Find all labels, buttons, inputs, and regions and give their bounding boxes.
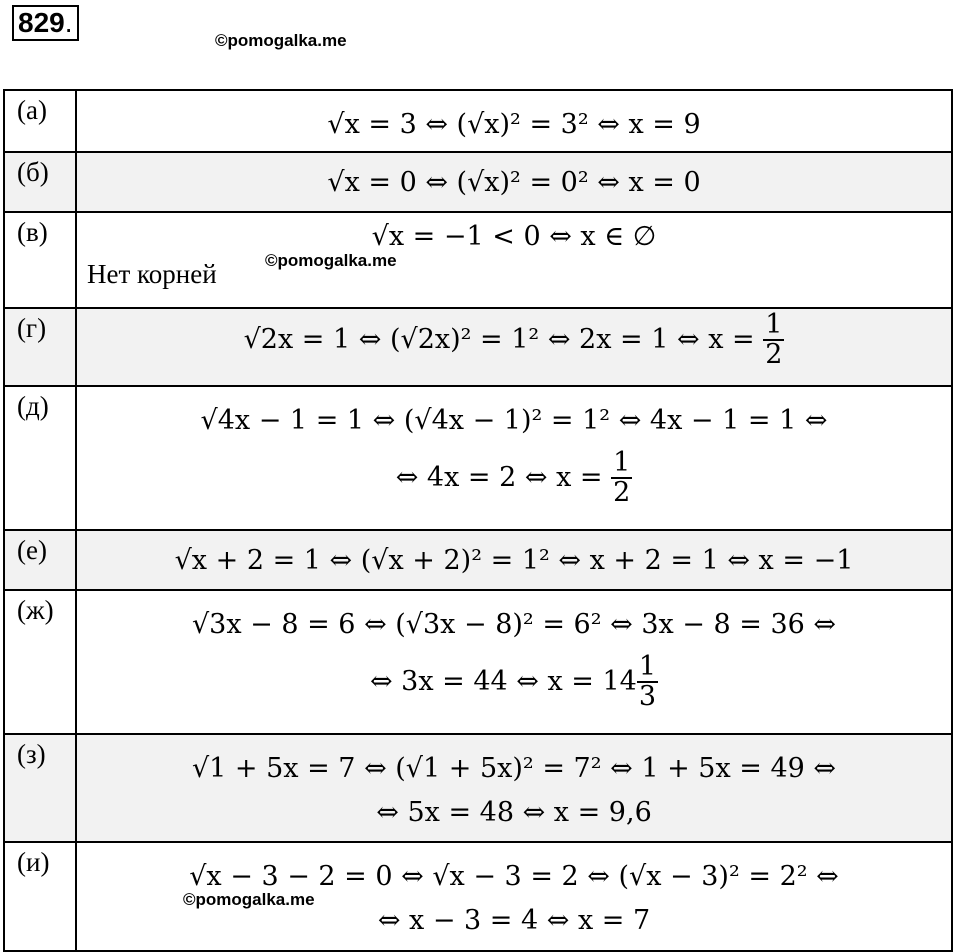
row-label: (и) [4,842,76,951]
math-cell [76,90,952,152]
fraction-numerator: 1 [613,447,631,478]
no-roots-note: Нет корней [87,259,217,289]
watermark: ©pomogalka.me [265,251,397,270]
equation-line: √3x − 8 = 6 ⇔ (√3x − 8)² = 6² ⇔ 3x − 8 = 36 ⇔ [191,609,837,640]
equation-line: √x + 2 = 1 ⇔ (√x + 2)² = 1² ⇔ x + 2 = 1 ⇔ x = −1 [174,545,854,576]
table-row [4,842,952,951]
watermark: ©pomogalka.me [215,31,347,50]
math-cell [76,386,952,530]
equation-line: √x = 0 ⇔ (√x)² = 0² ⇔ x = 0 [327,167,701,198]
row-label: (а) [4,90,76,152]
task-number: 829. [12,5,79,41]
table-row [4,90,952,152]
fraction-denominator: 2 [765,339,783,371]
table-row [4,212,952,308]
row-label: (д) [4,386,76,530]
row-label: (ж) [4,590,76,734]
fraction-denominator: 2 [613,477,631,509]
equation-text: ⇔ 4x = 2 ⇔ x = [395,461,612,493]
equation-line: √x = −1 < 0 ⇔ x ∈ ∅ [371,221,657,252]
table-row [4,152,952,212]
table-row [4,590,952,734]
row-label: (з) [4,734,76,842]
math-cell [76,590,952,734]
watermark: ©pomogalka.me [183,890,315,909]
math-cell [76,734,952,842]
fraction-denominator: 3 [638,681,657,713]
row-label: (е) [4,530,76,590]
fraction-numerator: 1 [638,651,657,682]
table-row [4,530,952,590]
equation-line: √1 + 5x = 7 ⇔ (√1 + 5x)² = 7² ⇔ 1 + 5x = 49 ⇔ [191,753,837,784]
equation-line: ⇔ x − 3 = 4 ⇔ x = 7 [377,905,651,936]
table-row [4,734,952,842]
equation-text: √2x = 1 ⇔ (√2x)² = 1² ⇔ 2x = 1 ⇔ x = [243,323,764,355]
fraction [637,653,658,712]
row-label: (г) [4,308,76,386]
math-cell [76,530,952,590]
row-label: (б) [4,152,76,212]
equation-line: √4x − 1 = 1 ⇔ (√4x − 1)² = 1² ⇔ 4x − 1 = 1 ⇔ [200,405,828,436]
equation-line [77,441,951,508]
equation-line: ⇔ 5x = 48 ⇔ x = 9,6 [376,797,652,828]
equation-line: √x − 3 − 2 = 0 ⇔ √x − 3 = 2 ⇔ (√x − 3)² = 2² ⇔ [189,861,839,892]
math-cell [76,842,952,951]
table-row [4,386,952,530]
fraction [763,311,784,370]
math-cell [76,308,952,386]
fraction-numerator: 1 [765,309,783,340]
equation-text: ⇔ 3x = 44 ⇔ x = 14 [369,665,637,697]
equation-line [77,645,951,712]
fraction [611,449,632,508]
math-cell [76,152,952,212]
row-label: (в) [4,212,76,308]
solutions-table [3,89,953,952]
equation-line: √x = 3 ⇔ (√x)² = 3² ⇔ x = 9 [327,109,701,140]
table-row [4,308,952,386]
math-cell [76,212,952,308]
equation-line [77,309,951,370]
